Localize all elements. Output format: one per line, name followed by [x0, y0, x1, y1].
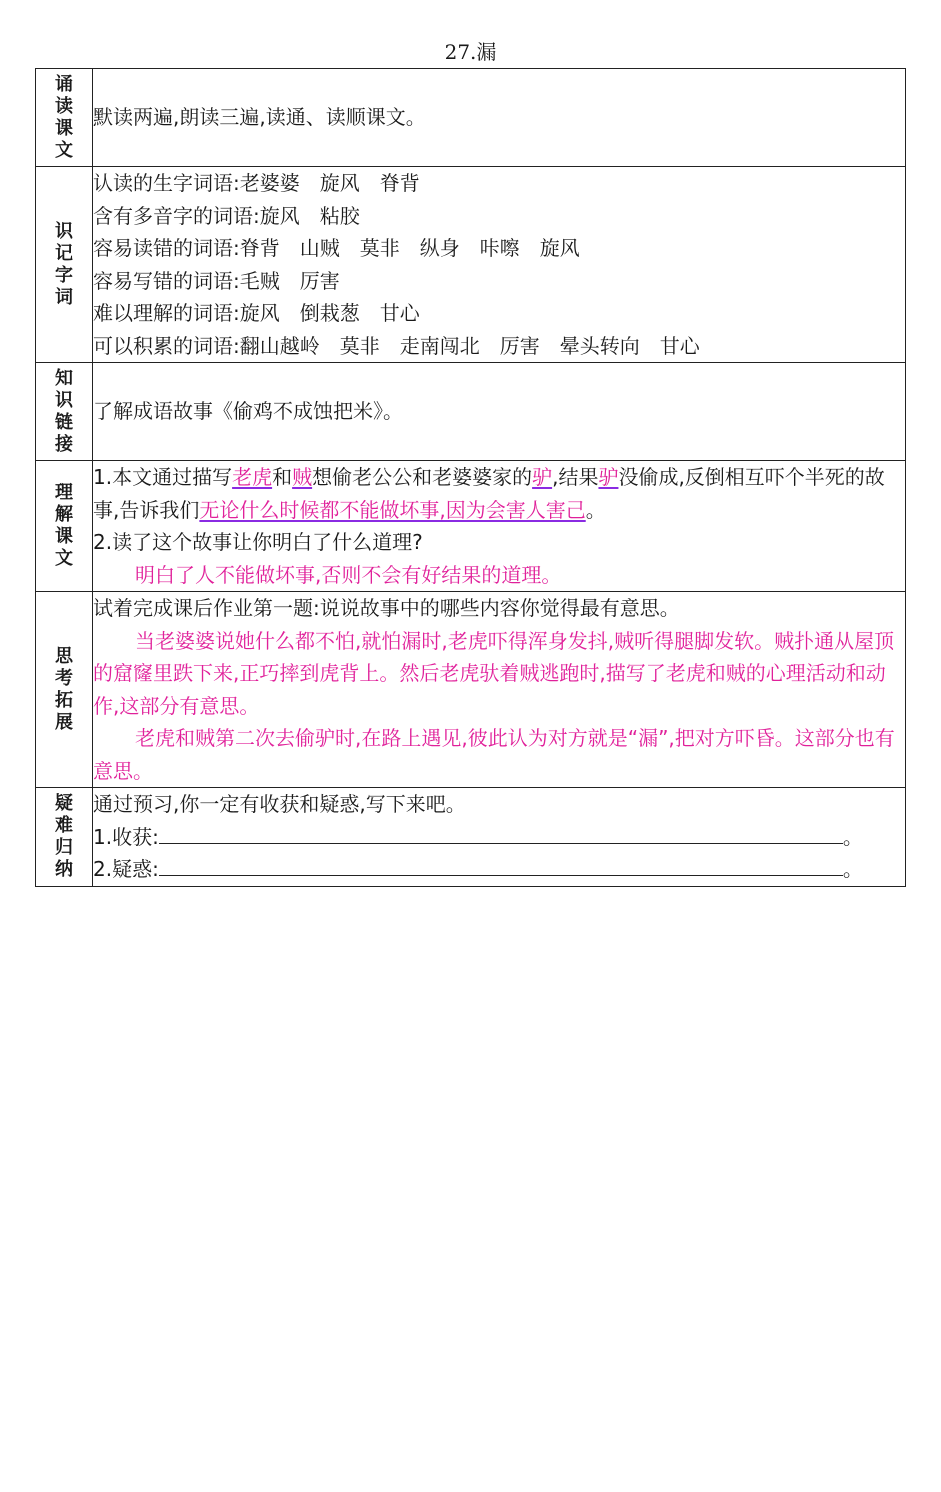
row-content: [93, 788, 906, 887]
row-label: 思考拓展: [36, 592, 93, 788]
row-content: [93, 363, 906, 461]
answer-blank: 贼: [292, 465, 313, 489]
answer-blank: 老虎: [232, 465, 273, 489]
row-think: [36, 592, 906, 788]
word-line: 可以积累的词语:翻山越岭 莫非 走南闯北 厉害 晕头转向 甘心: [93, 333, 700, 358]
row-link: [36, 363, 906, 461]
study-table: [35, 68, 906, 887]
row-doubt: [36, 788, 906, 887]
row-label: 理解课文: [36, 461, 93, 592]
question-2: 2.读了这个故事让你明白了什么道理?: [93, 530, 423, 554]
question-2-answer: 明白了人不能做坏事,否则不会有好结果的道理。: [135, 562, 562, 587]
row-content: [93, 592, 906, 788]
row-content: [93, 69, 906, 167]
question-1: 1.本文通过描写老虎和贼想偷老公公和老婆婆家的驴,结果驴没偷成,反倒相互吓个半死的故事,告诉我们无论什么时候都不能做坏事,因为会害人害己。: [93, 465, 885, 522]
doubt-line: 2.疑惑: 。: [93, 857, 863, 881]
word-line: 容易读错的词语:脊背 山贼 莫非 纵身 咔嚓 旋风: [93, 236, 580, 260]
word-line: 认读的生字词语:老婆婆 旋风 脊背: [93, 171, 420, 195]
read-text: 默读两遍,朗读三遍,读通、读顺课文。: [93, 105, 426, 130]
row-words: [36, 167, 906, 363]
row-understand: [36, 461, 906, 592]
gain-line: 1.收获: 。: [93, 824, 863, 849]
answer-blank: 驴: [532, 465, 553, 489]
answer-blank: 无论什么时候都不能做坏事,因为会害人害己: [199, 497, 586, 522]
row-read: [36, 69, 906, 167]
row-content: [93, 461, 906, 592]
row-content: [93, 167, 906, 363]
doubt-write-blank[interactable]: [159, 855, 843, 876]
think-answer: 当老婆婆说她什么都不怕,就怕漏时,老虎吓得浑身发抖,贼听得腿脚发软。贼扑通从屋顶的窟窿里跌下来,正巧摔到虎背上。然后老虎驮着贼逃跑时,描写了老虎和贼的心理活动和动作,这部分有意思。: [93, 628, 895, 718]
word-line: 含有多音字的词语:旋风 粘胶: [93, 203, 360, 228]
row-label: 识记字词: [36, 167, 93, 363]
row-label: 诵读课文: [36, 69, 93, 167]
page-title: 27.漏: [444, 40, 497, 64]
word-line: 难以理解的词语:旋风 倒栽葱 甘心: [93, 301, 420, 325]
answer-blank: 驴: [598, 465, 619, 489]
gain-write-blank[interactable]: [159, 823, 843, 844]
think-answer: 老虎和贼第二次去偷驴时,在路上遇见,彼此认为对方就是“漏”,把对方吓昏。这部分也有意思。: [93, 726, 895, 783]
word-line: 容易写错的词语:毛贼 厉害: [93, 268, 340, 293]
link-text: 了解成语故事《偷鸡不成蚀把米》。: [93, 399, 403, 424]
think-prompt: 试着完成课后作业第一题:说说故事中的哪些内容你觉得最有意思。: [93, 596, 680, 620]
row-label: 疑难归纳: [36, 788, 93, 887]
row-label: 知识链接: [36, 363, 93, 461]
doubt-prompt: 通过预习,你一定有收获和疑惑,写下来吧。: [93, 792, 466, 816]
